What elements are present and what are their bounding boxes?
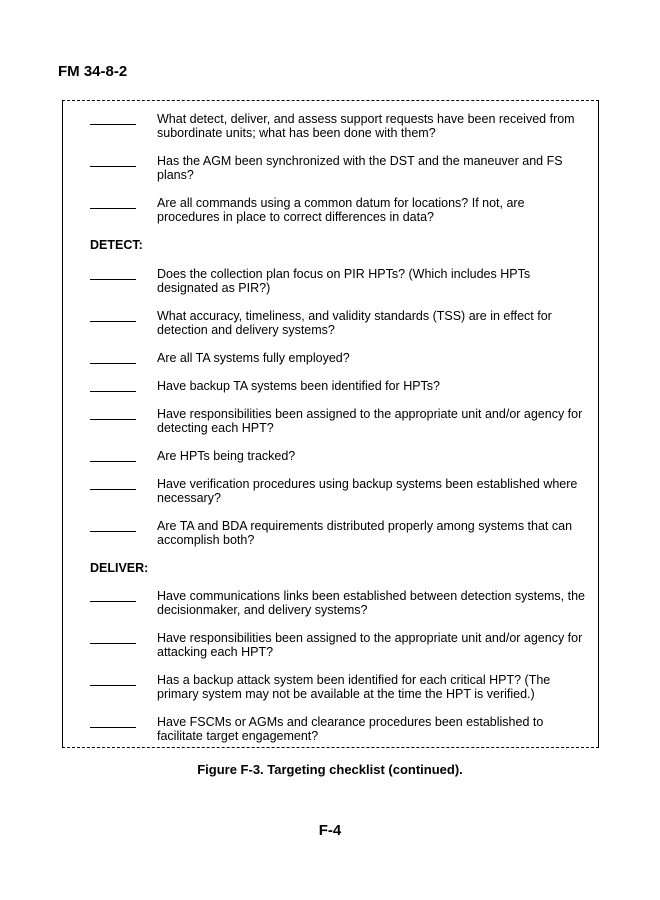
checklist-question: Have responsibilities been assigned to the appropriate unit and/or agency for detecting each HPT? [157, 407, 583, 435]
check-blank [90, 643, 136, 644]
check-blank [90, 124, 136, 125]
checklist-question: Have responsibilities been assigned to the appropriate unit and/or agency for attacking each HPT? [157, 631, 583, 659]
check-blank [90, 321, 136, 322]
checklist-question: Are HPTs being tracked? [157, 449, 296, 463]
checklist-question: Have backup TA systems been identified for HPTs? [157, 379, 441, 393]
checklist-question: Does the collection plan focus on PIR HPTs? (Which includes HPTs designated as PIR?) [157, 267, 531, 295]
check-blank [90, 531, 136, 532]
section-heading-deliver: DELIVER: [90, 561, 149, 575]
checklist-question: Are all commands using a common datum for locations? If not, are procedures in place to correct differences in data? [157, 196, 525, 224]
section-heading-detect: DETECT: [90, 238, 143, 252]
checklist-question: Have FSCMs or AGMs and clearance procedures been established to facilitate target engagement? [157, 715, 544, 743]
checklist-question: What detect, deliver, and assess support requests have been received from subordinate units; what has been done with them? [157, 112, 575, 140]
check-blank [90, 727, 136, 728]
checklist-question: Has a backup attack system been identified for each critical HPT? (The primary system may not be available at the time the HPT is verified.) [157, 673, 551, 701]
document-code: FM 34-8-2 [58, 63, 128, 80]
checklist-box [62, 100, 599, 748]
checklist-question: Has the AGM been synchronized with the DST and the maneuver and FS plans? [157, 154, 563, 182]
check-blank [90, 391, 136, 392]
figure-caption: Figure F-3. Targeting checklist (continued). [197, 762, 463, 777]
page-number: F-4 [318, 822, 342, 839]
check-blank [90, 601, 136, 602]
check-blank [90, 489, 136, 490]
check-blank [90, 166, 136, 167]
check-blank [90, 363, 136, 364]
check-blank [90, 461, 136, 462]
checklist-question: Have verification procedures using backup systems been established where necessary? [157, 477, 578, 505]
check-blank [90, 685, 136, 686]
checklist-question: Have communications links been established between detection systems, the decisionmaker, and delivery systems? [157, 589, 586, 617]
check-blank [90, 208, 136, 209]
checklist-question: Are all TA systems fully employed? [157, 351, 350, 365]
checklist-question: Are TA and BDA requirements distributed properly among systems that can accomplish both? [157, 519, 573, 547]
check-blank [90, 279, 136, 280]
check-blank [90, 419, 136, 420]
checklist-question: What accuracy, timeliness, and validity standards (TSS) are in effect for detection and delivery systems? [157, 309, 552, 337]
